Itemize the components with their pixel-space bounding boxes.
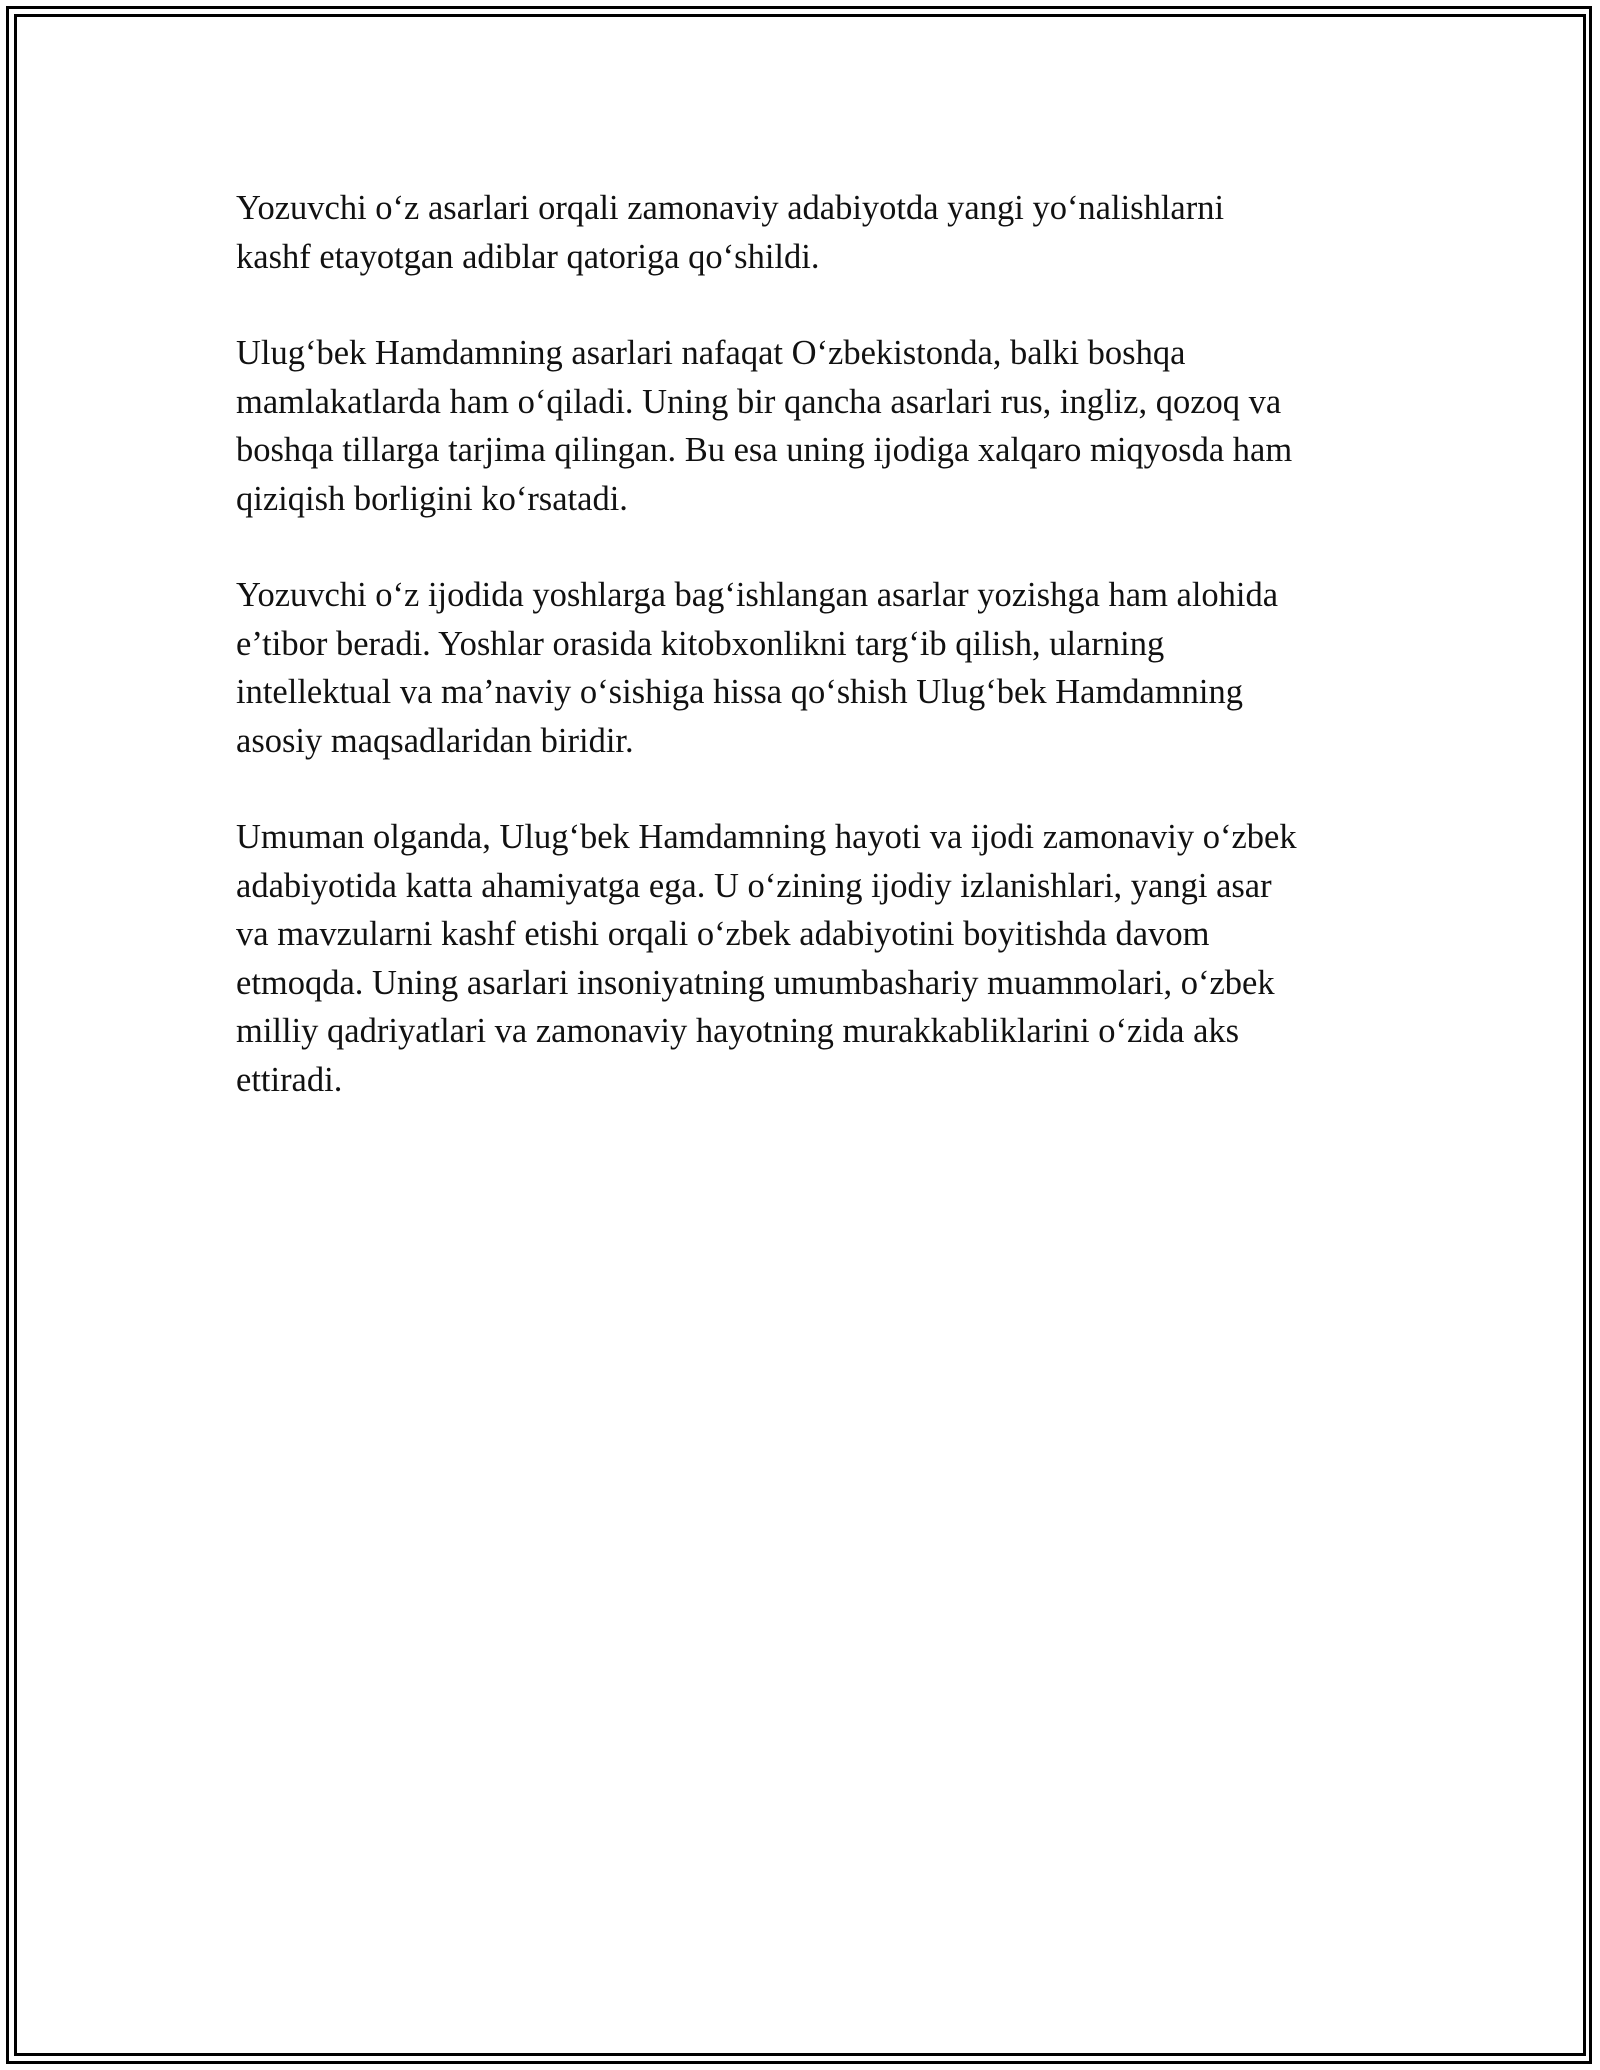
paragraph-line: e’tibor beradi. Yoshlar orasida kitobxonlikni targ‘ib qilish, ularning (236, 624, 1165, 663)
paragraph-2 (236, 329, 1386, 523)
paragraph-line: boshqa tillarga tarjima qilingan. Bu esa uning ijodiga xalqaro miqyosda ham (236, 431, 1293, 469)
paragraph-line: ettiradi. (236, 1060, 343, 1099)
paragraph-line: Yozuvchi o‘z asarlari orqali zamonaviy adabiyotda yangi yo‘nalishlarni (236, 189, 1225, 227)
paragraph-line: Ulug‘bek Hamdamning asarlari nafaqat O‘zbekistonda, balki boshqa (236, 334, 1186, 372)
paragraph-line: qiziqish borligini ko‘rsatadi. (236, 479, 628, 518)
paragraph-1 (236, 184, 1386, 281)
paragraph-line: mamlakatlarda ham o‘qiladi. Uning bir qancha asarlari rus, ingliz, qozoq va (236, 382, 1282, 421)
document-body (236, 184, 1386, 1152)
paragraph-line: va mavzularni kashf etishi orqali o‘zbek adabiyotini boyitishda davom (236, 915, 1210, 953)
paragraph-line: asosiy maqsadlaridan biridir. (236, 721, 634, 760)
paragraph-3 (236, 571, 1386, 765)
paragraph-4 (236, 813, 1386, 1104)
paragraph-line: kashf etayotgan adiblar qatoriga qo‘shildi. (236, 237, 820, 276)
paragraph-line: Yozuvchi o‘z ijodida yoshlarga bag‘ishlangan asarlar yozishga ham alohida (236, 576, 1279, 614)
paragraph-line: etmoqda. Uning asarlari insoniyatning umumbashariy muammolari, o‘zbek (236, 963, 1275, 1002)
paragraph-line: intellektual va ma’naviy o‘sishiga hissa qo‘shish Ulug‘bek Hamdamning (236, 673, 1244, 711)
paragraph-line: adabiyotida katta ahamiyatga ega. U o‘zining ijodiy izlanishlari, yangi asar (236, 866, 1272, 905)
paragraph-line: Umuman olganda, Ulug‘bek Hamdamning hayoti va ijodi zamonaviy o‘zbek (236, 818, 1297, 856)
paragraph-line: milliy qadriyatlari va zamonaviy hayotning murakkabliklarini o‘zida aks (236, 1012, 1240, 1050)
